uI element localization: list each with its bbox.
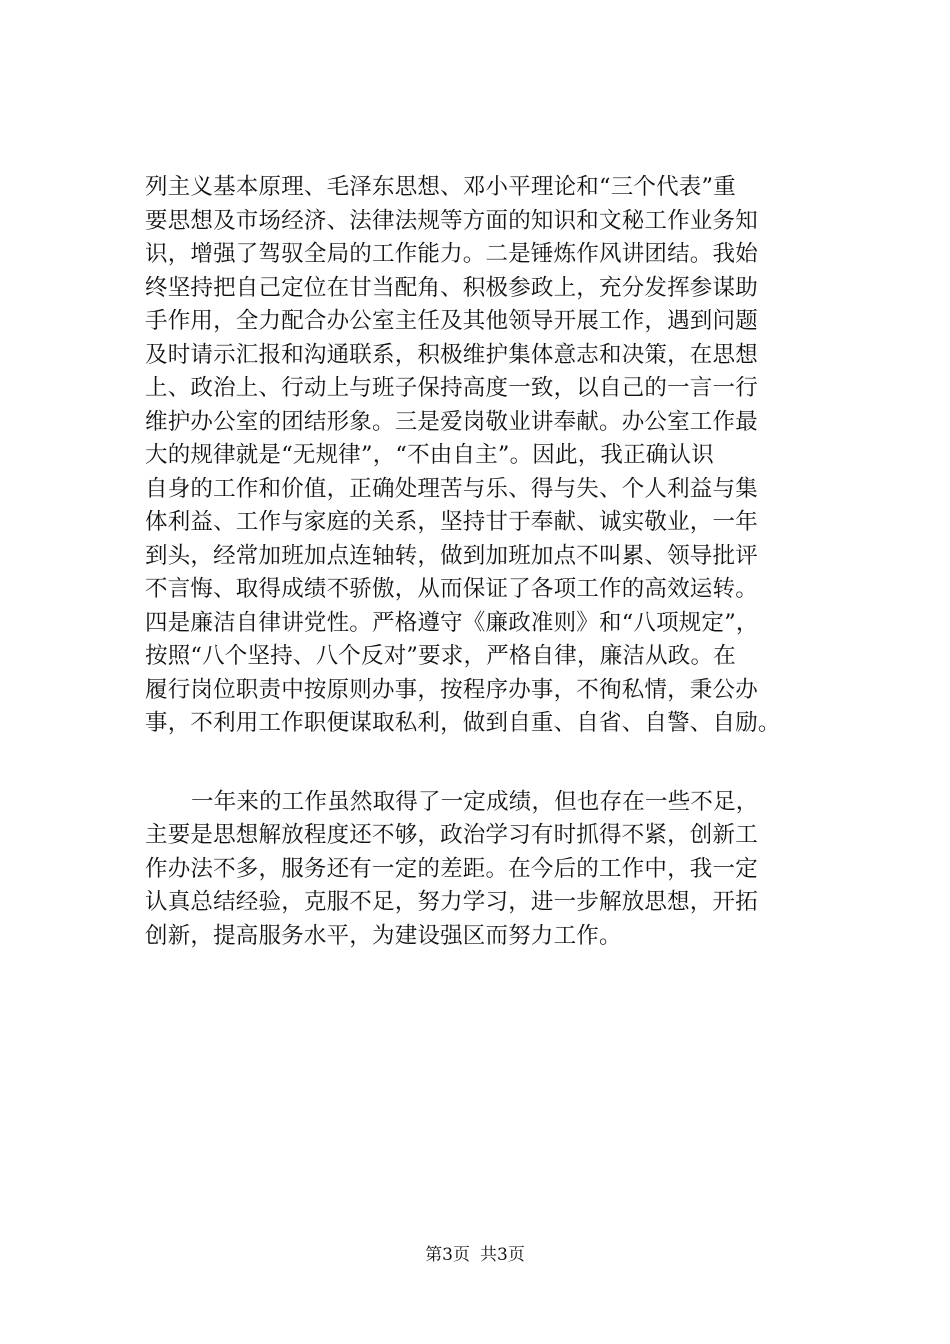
text-line: 维护办公室的团结形象。三是爱岗敬业讲奉献。办公室工作最 <box>145 408 758 435</box>
text-line: 作办法不多，服务还有一定的差距。在今后的工作中，我一定 <box>145 855 758 882</box>
text-line: 按照“八个坚持、八个反对”要求，严格自律，廉洁从政。在 <box>145 643 736 669</box>
text-line: 一年来的工作虽然取得了一定成绩，但也存在一些不足， <box>191 788 759 815</box>
text-line: 履行岗位职责中按原则办事，按程序办事，不徇私情，秉公办 <box>145 676 758 703</box>
paragraph-2 <box>145 786 835 954</box>
text-line: 四是廉洁自律讲党性。严格遵守《廉政准则》和“八项规定”， <box>145 609 759 636</box>
text-line: 大的规律就是“无规律”，“不由自主”。因此，我正确认识 <box>145 442 714 468</box>
text-line: 主要是思想解放程度还不够，政治学习有时抓得不紧，创新工 <box>145 822 758 848</box>
text-line: 到头，经常加班加点连轴转，做到加班加点不叫累、领导批评 <box>145 542 758 569</box>
text-line: 终坚持把自己定位在甘当配角、积极参政上，充分发挥参谋助 <box>145 274 758 301</box>
text-line: 要思想及市场经济、法律法规等方面的知识和文秘工作业务知 <box>145 207 758 234</box>
text-line: 列主义基本原理、毛泽东思想、邓小平理论和“三个代表”重 <box>145 174 736 200</box>
page-number-current: 第3页 <box>425 1245 470 1265</box>
text-line: 事，不利用工作职便谋取私利，做到自重、自省、自警、自励。 <box>145 710 781 736</box>
text-line: 创新，提高服务水平，为建设强区而努力工作。 <box>145 922 622 949</box>
text-line: 手作用，全力配合办公室主任及其他领导开展工作，遇到问题 <box>145 308 758 334</box>
page-footer <box>0 1244 950 1266</box>
page-number-total: 共3页 <box>480 1245 525 1265</box>
text-line: 上、政治上、行动上与班子保持高度一致，以自己的一言一行 <box>145 375 758 401</box>
text-line: 不言悔、取得成绩不骄傲，从而保证了各项工作的高效运转。 <box>145 576 758 602</box>
paragraph-1 <box>145 171 835 741</box>
text-line: 体利益、工作与家庭的关系，坚持甘于奉献、诚实敬业，一年 <box>145 509 758 535</box>
paragraph-spacer <box>145 741 835 786</box>
text-line: 识，增强了驾驭全局的工作能力。二是锤炼作风讲团结。我始 <box>145 241 758 267</box>
document-body <box>145 171 835 953</box>
text-line: 认真总结经验，克服不足，努力学习，进一步解放思想，开拓 <box>145 889 758 915</box>
text-line: 自身的工作和价值，正确处理苦与乐、得与失、个人利益与集 <box>145 475 758 502</box>
text-line: 及时请示汇报和沟通联系，积极维护集体意志和决策，在思想 <box>145 341 758 368</box>
